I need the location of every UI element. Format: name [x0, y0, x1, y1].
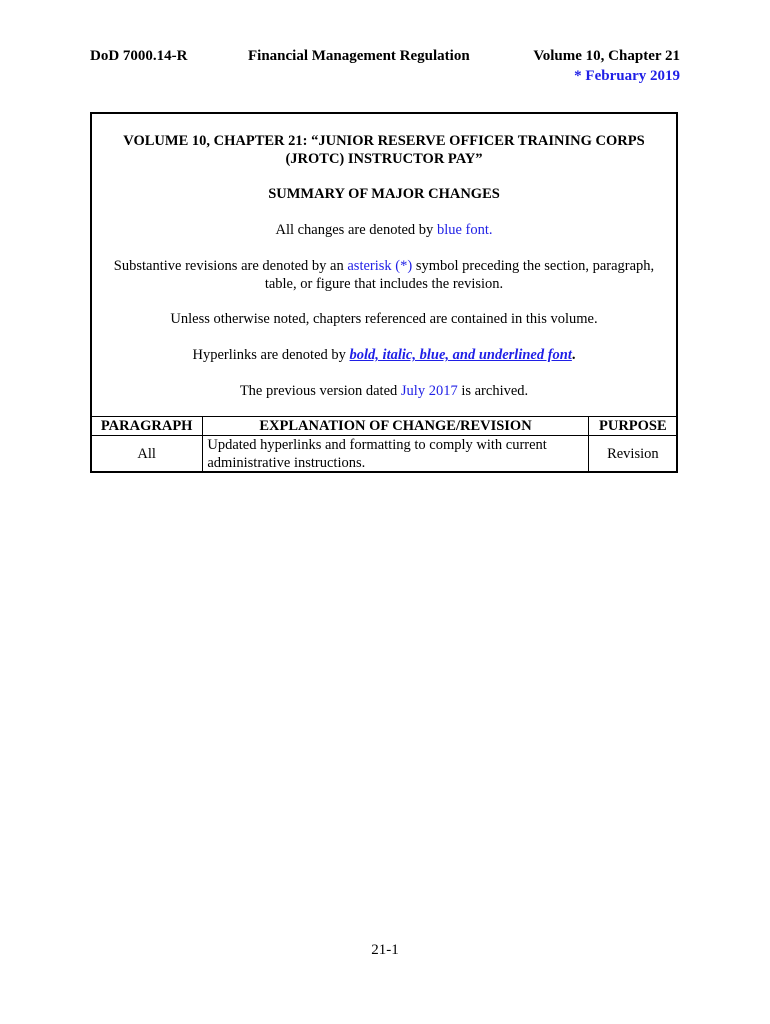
cell-paragraph: All: [91, 436, 203, 473]
prev-date: July 2017: [400, 383, 458, 399]
chapter-title-line1: VOLUME 10, CHAPTER 21: “JUNIOR RESERVE OFFICER TRAINING CORPS: [123, 133, 645, 149]
unless-note: Unless otherwise noted, chapters referenced are contained in this volume.: [170, 311, 598, 327]
previous-version-note: [92, 382, 676, 400]
header-explanation: EXPLANATION OF CHANGE/REVISION: [203, 417, 588, 436]
hyperlink-sample[interactable]: bold, italic, blue, and underlined font: [349, 347, 572, 363]
subst-prefix: Substantive revisions are denoted by an: [113, 258, 348, 274]
substantive-note-line1: [92, 257, 676, 275]
volume-chapter: Volume 10, Chapter 21: [533, 48, 680, 64]
hyperlink-note: [92, 346, 676, 364]
page-number: 21-1: [371, 942, 399, 958]
chapter-title-line2: (JROTC) INSTRUCTOR PAY”: [285, 151, 483, 167]
revision-date: * February 2019: [574, 68, 680, 84]
cell-explanation: Updated hyperlinks and formatting to comply with current administrative instructions.: [203, 436, 588, 473]
table-header-row: [91, 417, 678, 436]
prev-prefix: The previous version dated: [239, 383, 401, 399]
summary-subtitle: SUMMARY OF MAJOR CHANGES: [268, 186, 500, 202]
hyper-suffix: .: [571, 347, 576, 363]
changes-prefix: All changes are denoted by: [275, 222, 437, 238]
asterisk-text: asterisk (*): [347, 258, 413, 274]
doc-title: Financial Management Regulation: [248, 48, 470, 64]
revision-table: [90, 416, 678, 473]
hyper-prefix: Hyperlinks are denoted by: [192, 347, 350, 363]
table-row: [91, 436, 678, 473]
cell-purpose: Revision: [588, 436, 677, 473]
doc-id: DoD 7000.14-R: [90, 48, 188, 64]
header-paragraph: PARAGRAPH: [91, 417, 203, 436]
prev-suffix: is archived.: [457, 383, 529, 399]
header-purpose: PURPOSE: [588, 417, 677, 436]
substantive-note-line2: table, or figure that includes the revision.: [264, 276, 504, 292]
subst-suffix: symbol preceding the section, paragraph,: [412, 258, 655, 274]
changes-note: [92, 221, 676, 239]
changes-blue: blue font.: [436, 222, 493, 238]
summary-box: [90, 112, 678, 473]
